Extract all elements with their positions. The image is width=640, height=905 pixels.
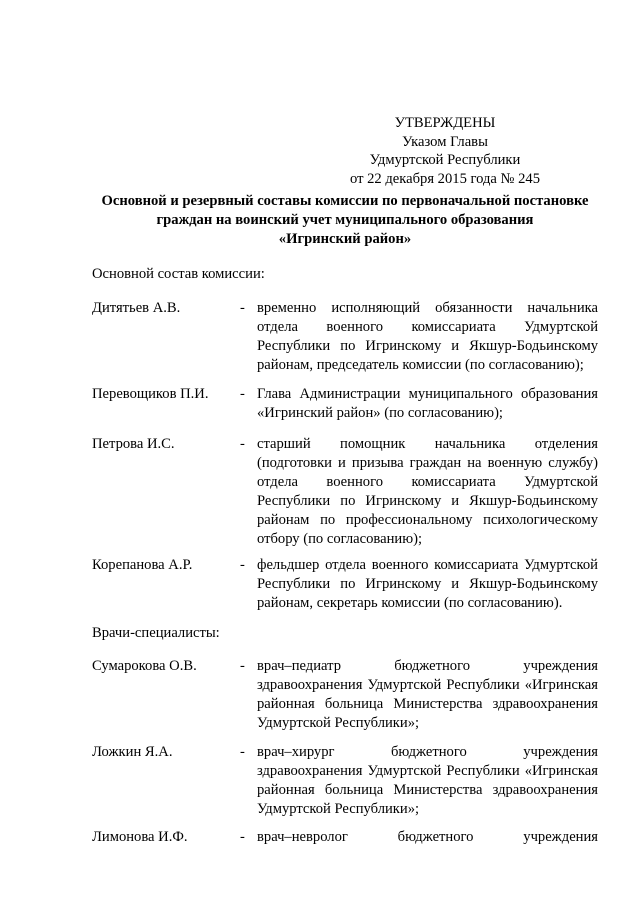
doctor-name: Сумарокова О.В.	[92, 658, 197, 674]
member-name: Дитятьев А.В.	[92, 300, 181, 316]
doctor-role: врач–невролог бюджетного учреждения	[257, 829, 598, 845]
member-name: Перевощиков П.И.	[92, 386, 209, 402]
member-name: Петрова И.С.	[92, 436, 175, 452]
document-title	[92, 192, 598, 249]
member-dash: -	[240, 436, 245, 452]
member-role: фельдшер отдела военного комиссариата Удмуртской Республики по Игринскому и Якшур-Бодьинскому районам, секретарь комиссии (по согласованию).	[257, 557, 598, 611]
doctor-dash: -	[240, 744, 245, 760]
doctor-role: врач–хирург бюджетного учреждения здравоохранения Удмуртской Республики «Игринская районная больница Министерства здравоохранения Удмуртской Республики»;	[257, 744, 598, 817]
section-main-heading: Основной состав комиссии:	[92, 266, 265, 282]
doctor-role: врач–педиатр бюджетного учреждения здравоохранения Удмуртской Республики «Игринская районная больница Министерства здравоохранения Удмуртской Республики»;	[257, 658, 598, 731]
approval-date: от 22 декабря 2015 года № 245	[349, 170, 541, 187]
approval-heading: УТВЕРЖДЕНЫ	[394, 115, 496, 131]
doctor-name: Лимонова И.Ф.	[92, 829, 188, 845]
member-dash: -	[240, 386, 245, 402]
member-role: Глава Администрации муниципального образования «Игринский район» (по согласованию);	[257, 386, 598, 421]
doctor-dash: -	[240, 829, 245, 845]
approval-republic: Удмуртской Республики	[369, 152, 521, 168]
doctor-dash: -	[240, 658, 245, 674]
member-role: старший помощник начальника отделения (подготовки и призыва граждан на военную службу) отдела военного комиссариата Удмуртской Республики по Игринскому и Якшур-Бодьинскому районам по профессиональному психологическому отбору (по согласованию);	[257, 436, 598, 547]
section-doctors-heading: Врачи-специалисты:	[92, 625, 220, 641]
approval-block	[330, 114, 560, 188]
title-line-2: граждан на воинский учет муниципального образования	[156, 212, 534, 228]
member-dash: -	[240, 300, 245, 316]
member-role: временно исполняющий обязанности начальника отдела военного комиссариата Удмуртской Республики по Игринскому и Якшур-Бодьинскому районам, председатель комиссии (по согласованию);	[257, 300, 598, 373]
title-line-3: «Игринский район»	[278, 231, 412, 247]
member-name: Корепанова А.Р.	[92, 557, 193, 573]
approval-decree: Указом Главы	[402, 133, 488, 150]
doctor-name: Ложкин Я.А.	[92, 744, 173, 760]
title-line-1: Основной и резервный составы комиссии по первоначальной постановке	[101, 193, 589, 209]
member-dash: -	[240, 557, 245, 573]
